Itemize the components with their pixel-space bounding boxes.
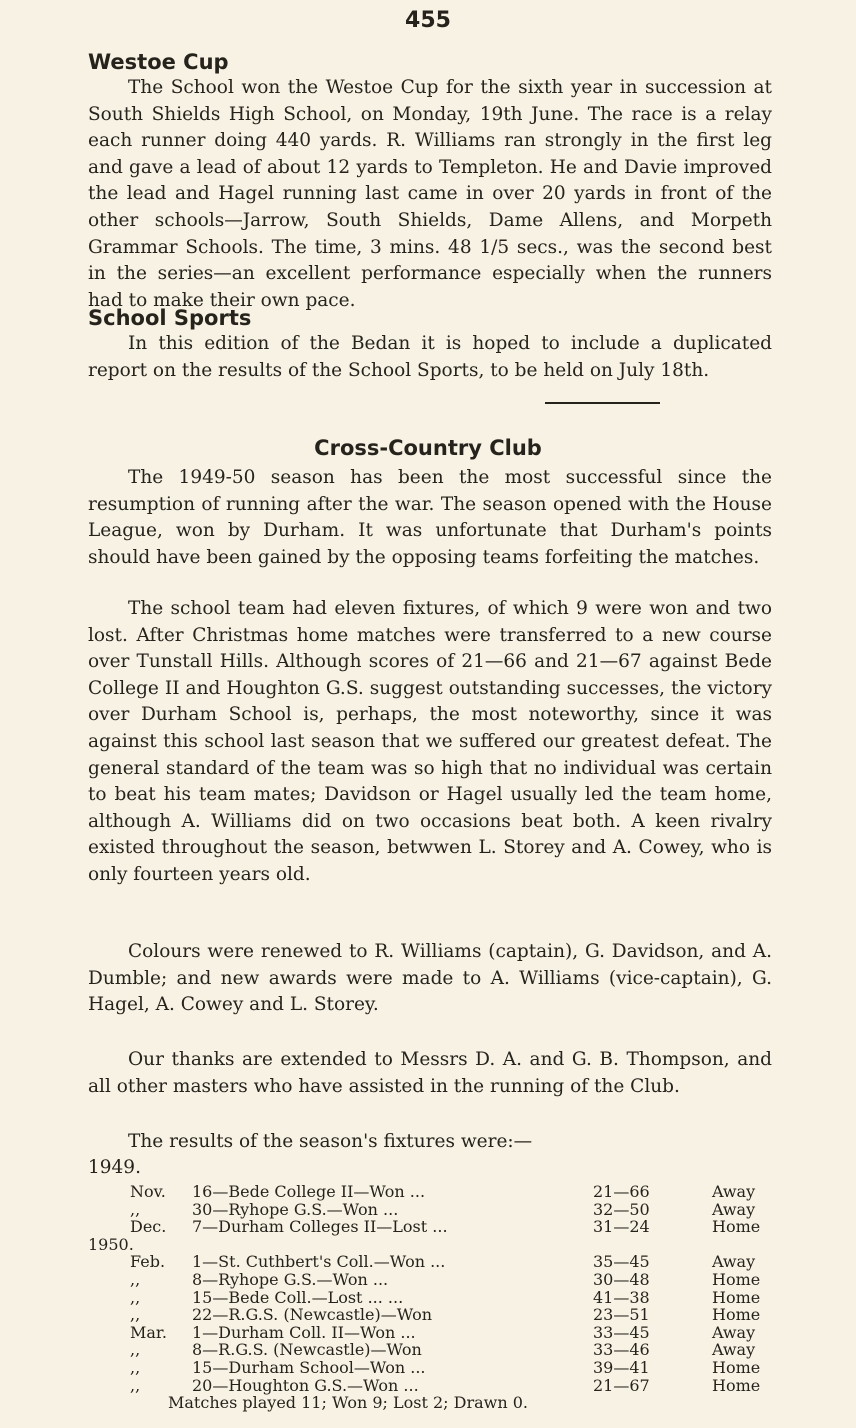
fixture-month: ,, bbox=[130, 1375, 141, 1395]
cross-country-paragraph-4: Our thanks are extended to Messrs D. A. and G. B. Thompson, and all other masters who have assisted in the running of the Club. bbox=[88, 1049, 772, 1097]
fixture-month: ,, bbox=[130, 1287, 141, 1307]
fixture-score: 21—67 bbox=[593, 1375, 650, 1395]
fixture-description: 22—R.G.S. (Newcastle)—Won bbox=[192, 1305, 433, 1325]
westoe-cup-paragraph: The School won the Westoe Cup for the sixth year in succession at South Shields High School, on Monday, 19th June. The race is a relay each runner doing 440 yards. R. Williams ran strongly in the first leg and gave a lead of about 12 yards to Templeton. He and Davie improved the lead and Hagel running last came in over 20 yards in front of the other schools—Jarrow, South Shields, Dame Allens, and Morpeth Grammar Schools. The time, 3 mins. 48 1/5 secs., was the second best in the series—an excellent performance especially when the runners had to make their own pace. bbox=[88, 77, 772, 311]
fixture-venue: Home bbox=[712, 1217, 761, 1237]
school-sports-heading: School Sports bbox=[88, 306, 252, 330]
section-divider bbox=[545, 402, 660, 404]
fixture-month: ,, bbox=[130, 1340, 141, 1360]
fixture-description: 1—Durham Coll. II—Won ... bbox=[192, 1322, 416, 1342]
fixture-score: 21—66 bbox=[593, 1182, 650, 1201]
results-intro: The results of the season's fixtures were:— bbox=[128, 1131, 533, 1152]
fixture-score: 35—45 bbox=[593, 1252, 650, 1272]
fixture-score: 31—24 bbox=[593, 1217, 650, 1237]
fixture-venue: Away bbox=[712, 1322, 756, 1342]
fixture-venue: Home bbox=[712, 1358, 761, 1377]
fixture-description: 8—Ryhope G.S.—Won ... bbox=[192, 1270, 389, 1289]
fixture-month: Dec. bbox=[130, 1217, 167, 1237]
fixture-venue: Away bbox=[712, 1199, 756, 1219]
fixture-score: 33—45 bbox=[593, 1322, 650, 1342]
results-summary: Matches played 11; Won 9; Lost 2; Drawn 0. bbox=[168, 1393, 528, 1413]
fixture-description: 7—Durham Colleges II—Lost ... bbox=[192, 1217, 448, 1237]
page-number: 455 bbox=[405, 8, 451, 33]
fixture-venue: Home bbox=[712, 1287, 761, 1307]
fixture-venue: Home bbox=[712, 1270, 761, 1289]
fixture-description: 1—St. Cuthbert's Coll.—Won ... bbox=[192, 1252, 446, 1272]
westoe-cup-heading: Westoe Cup bbox=[88, 50, 229, 74]
fixture-description: 15—Durham School—Won ... bbox=[192, 1358, 426, 1377]
fixture-score: 30—48 bbox=[593, 1270, 650, 1289]
fixture-description: 8—R.G.S. (Newcastle)—Won bbox=[192, 1340, 422, 1360]
cross-country-paragraph-1: The 1949-50 season has been the most successful since the resumption of running after the war. The season opened with the House League, won by Durham. It was unfortunate that Durham's points should have been gained by the opposing teams forfeiting the matches. bbox=[88, 467, 772, 568]
year-label-1949: 1949. bbox=[88, 1157, 141, 1178]
fixture-score: 39—41 bbox=[593, 1358, 650, 1377]
fixture-month: ,, bbox=[130, 1199, 141, 1219]
fixture-month: Nov. bbox=[130, 1182, 166, 1201]
fixture-row bbox=[0, 1217, 856, 1243]
year-label-1950: 1950. bbox=[88, 1234, 134, 1254]
fixture-month: Mar. bbox=[130, 1322, 167, 1342]
fixture-description: 30—Ryhope G.S.—Won ... bbox=[192, 1199, 399, 1219]
fixture-month: ,, bbox=[130, 1270, 141, 1289]
fixture-month: ,, bbox=[130, 1305, 141, 1325]
cross-country-paragraph-3: Colours were renewed to R. Williams (captain), G. Davidson, and A. Dumble; and new awards were made to A. Williams (vice-captain), G. Hagel, A. Cowey and L. Storey. bbox=[88, 941, 772, 1016]
fixture-venue: Home bbox=[712, 1305, 761, 1325]
fixture-score: 23—51 bbox=[593, 1305, 650, 1325]
fixture-venue: Away bbox=[712, 1252, 756, 1272]
fixture-description: 15—Bede Coll.—Lost ... ... bbox=[192, 1287, 404, 1307]
fixture-description: 20—Houghton G.S.—Won ... bbox=[192, 1375, 419, 1395]
fixture-venue: Home bbox=[712, 1375, 761, 1395]
fixture-description: 16—Bede College II—Won ... bbox=[192, 1182, 426, 1201]
fixture-month: ,, bbox=[130, 1358, 141, 1377]
school-sports-paragraph: In this edition of the Bedan it is hoped to include a duplicated report on the results of the School Sports, to be held on July 18th. bbox=[88, 333, 772, 381]
fixture-score: 32—50 bbox=[593, 1199, 650, 1219]
fixture-venue: Away bbox=[712, 1182, 756, 1201]
fixture-month: Feb. bbox=[130, 1252, 166, 1272]
fixture-score: 41—38 bbox=[593, 1287, 650, 1307]
fixture-venue: Away bbox=[712, 1340, 756, 1360]
cross-country-heading: Cross-Country Club bbox=[314, 436, 542, 460]
cross-country-paragraph-2: The school team had eleven fixtures, of which 9 were won and two lost. After Christmas home matches were transferred to a new course over Tunstall Hills. Although scores of 21—66 and 21—67 against Bede College II and Houghton G.S. suggest outstanding successes, the victory over Durham School is, perhaps, the most noteworthy, since it was against this school last season that we suffered our greatest defeat. The general standard of the team was so high that no individual was certain to beat his team mates; Davidson or Hagel usually led the team home, although A. Williams did on two occasions beat both. A keen rivalry existed throughout the season, betwwen L. Storey and A. Cowey, who is only fourteen years old. bbox=[88, 598, 772, 885]
fixture-score: 33—46 bbox=[593, 1340, 650, 1360]
